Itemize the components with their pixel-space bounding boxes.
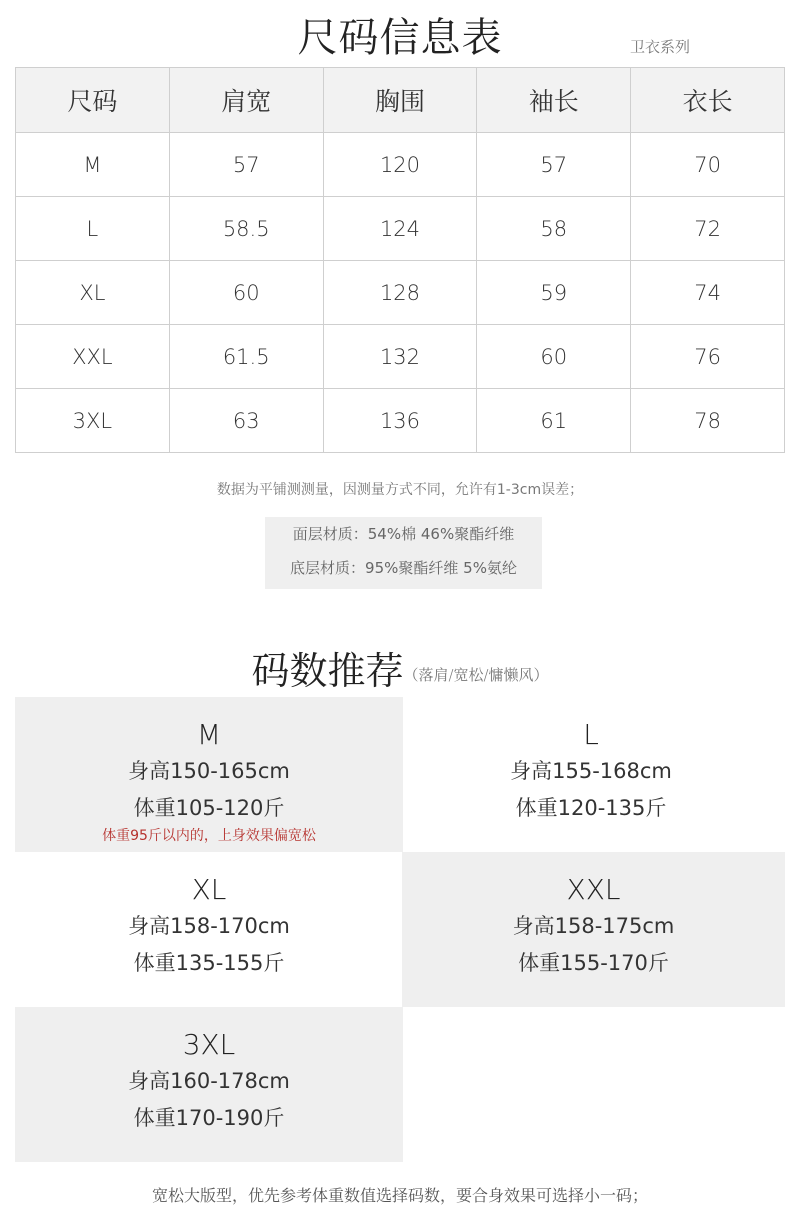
table-cell: XXL — [16, 325, 170, 389]
recommend-subtitle: （落肩/宽松/慵懒风） — [403, 666, 549, 684]
material-outer: 面层材质：54%棉 46%聚酯纤维 — [292, 525, 515, 543]
recommend-weight: 体重105-120斤 — [133, 796, 285, 820]
recommend-warning: 体重95斤以内的，上身效果偏宽松 — [102, 828, 316, 844]
column-header: 胸围 — [323, 68, 477, 133]
table-cell: 132 — [323, 325, 477, 389]
column-header: 肩宽 — [169, 68, 323, 133]
recommend-title-text: 码数推荐 — [251, 649, 404, 693]
table-cell: 3XL — [16, 389, 170, 453]
table-cell: 63 — [169, 389, 323, 453]
table-cell: 72 — [631, 197, 785, 261]
size-table — [15, 67, 785, 453]
table-cell: M — [16, 133, 170, 197]
table-header-row — [16, 68, 785, 133]
recommend-card-3xl — [15, 1007, 403, 1162]
column-header: 尺码 — [16, 68, 170, 133]
table-cell: 74 — [631, 261, 785, 325]
table-cell: 58 — [477, 197, 631, 261]
recommend-card-xxl — [402, 852, 785, 1007]
recommend-size: 3XL — [182, 1028, 236, 1061]
table-cell: 61 — [477, 389, 631, 453]
table-row — [16, 133, 785, 197]
table-cell: 59 — [477, 261, 631, 325]
recommend-height: 身高158-170cm — [128, 914, 290, 938]
table-row — [16, 261, 785, 325]
table-row — [16, 325, 785, 389]
recommend-weight: 体重170-190斤 — [133, 1106, 285, 1130]
table-cell: 57 — [169, 133, 323, 197]
recommend-height: 身高155-168cm — [510, 759, 672, 783]
table-cell: 57 — [477, 133, 631, 197]
table-cell: 78 — [631, 389, 785, 453]
recommend-height: 身高150-165cm — [128, 759, 290, 783]
column-header: 袖长 — [477, 68, 631, 133]
table-cell: 124 — [323, 197, 477, 261]
measure-note: 数据为平铺测测量，因测量方式不同，允许有1-3cm误差； — [216, 482, 584, 498]
recommend-size: M — [196, 718, 222, 751]
table-row — [16, 389, 785, 453]
recommend-card-l — [397, 697, 785, 852]
column-header: 衣长 — [631, 68, 785, 133]
recommend-height: 身高160-178cm — [128, 1069, 290, 1093]
table-cell: 70 — [631, 133, 785, 197]
recommend-size: XL — [191, 873, 227, 906]
recommend-card-m — [15, 697, 403, 852]
page-title: 尺码信息表 — [297, 15, 503, 61]
table-cell: 136 — [323, 389, 477, 453]
table-row — [16, 197, 785, 261]
table-cell: 61.5 — [169, 325, 323, 389]
recommend-weight: 体重135-155斤 — [133, 951, 285, 975]
recommend-height: 身高158-175cm — [512, 914, 675, 938]
recommend-weight: 体重120-135斤 — [515, 796, 667, 820]
recommend-size: L — [583, 718, 599, 751]
material-box — [265, 517, 542, 589]
table-cell: 128 — [323, 261, 477, 325]
material-inner: 底层材质：95%聚酯纤维 5%氨纶 — [290, 559, 517, 577]
table-cell: 60 — [477, 325, 631, 389]
footer-note: 宽松大版型，优先参考体重数值选择码数，要合身效果可选择小一码； — [151, 1186, 648, 1205]
table-cell: 76 — [631, 325, 785, 389]
table-cell: 120 — [323, 133, 477, 197]
table-cell: 58.5 — [169, 197, 323, 261]
series-label: 卫衣系列 — [630, 38, 691, 56]
table-cell: L — [16, 197, 170, 261]
recommend-weight: 体重155-170斤 — [518, 951, 669, 975]
recommend-size: XXL — [566, 873, 621, 906]
recommend-card-xl — [15, 852, 403, 1007]
table-cell: 60 — [169, 261, 323, 325]
table-cell: XL — [16, 261, 170, 325]
recommend-title — [0, 640, 800, 695]
